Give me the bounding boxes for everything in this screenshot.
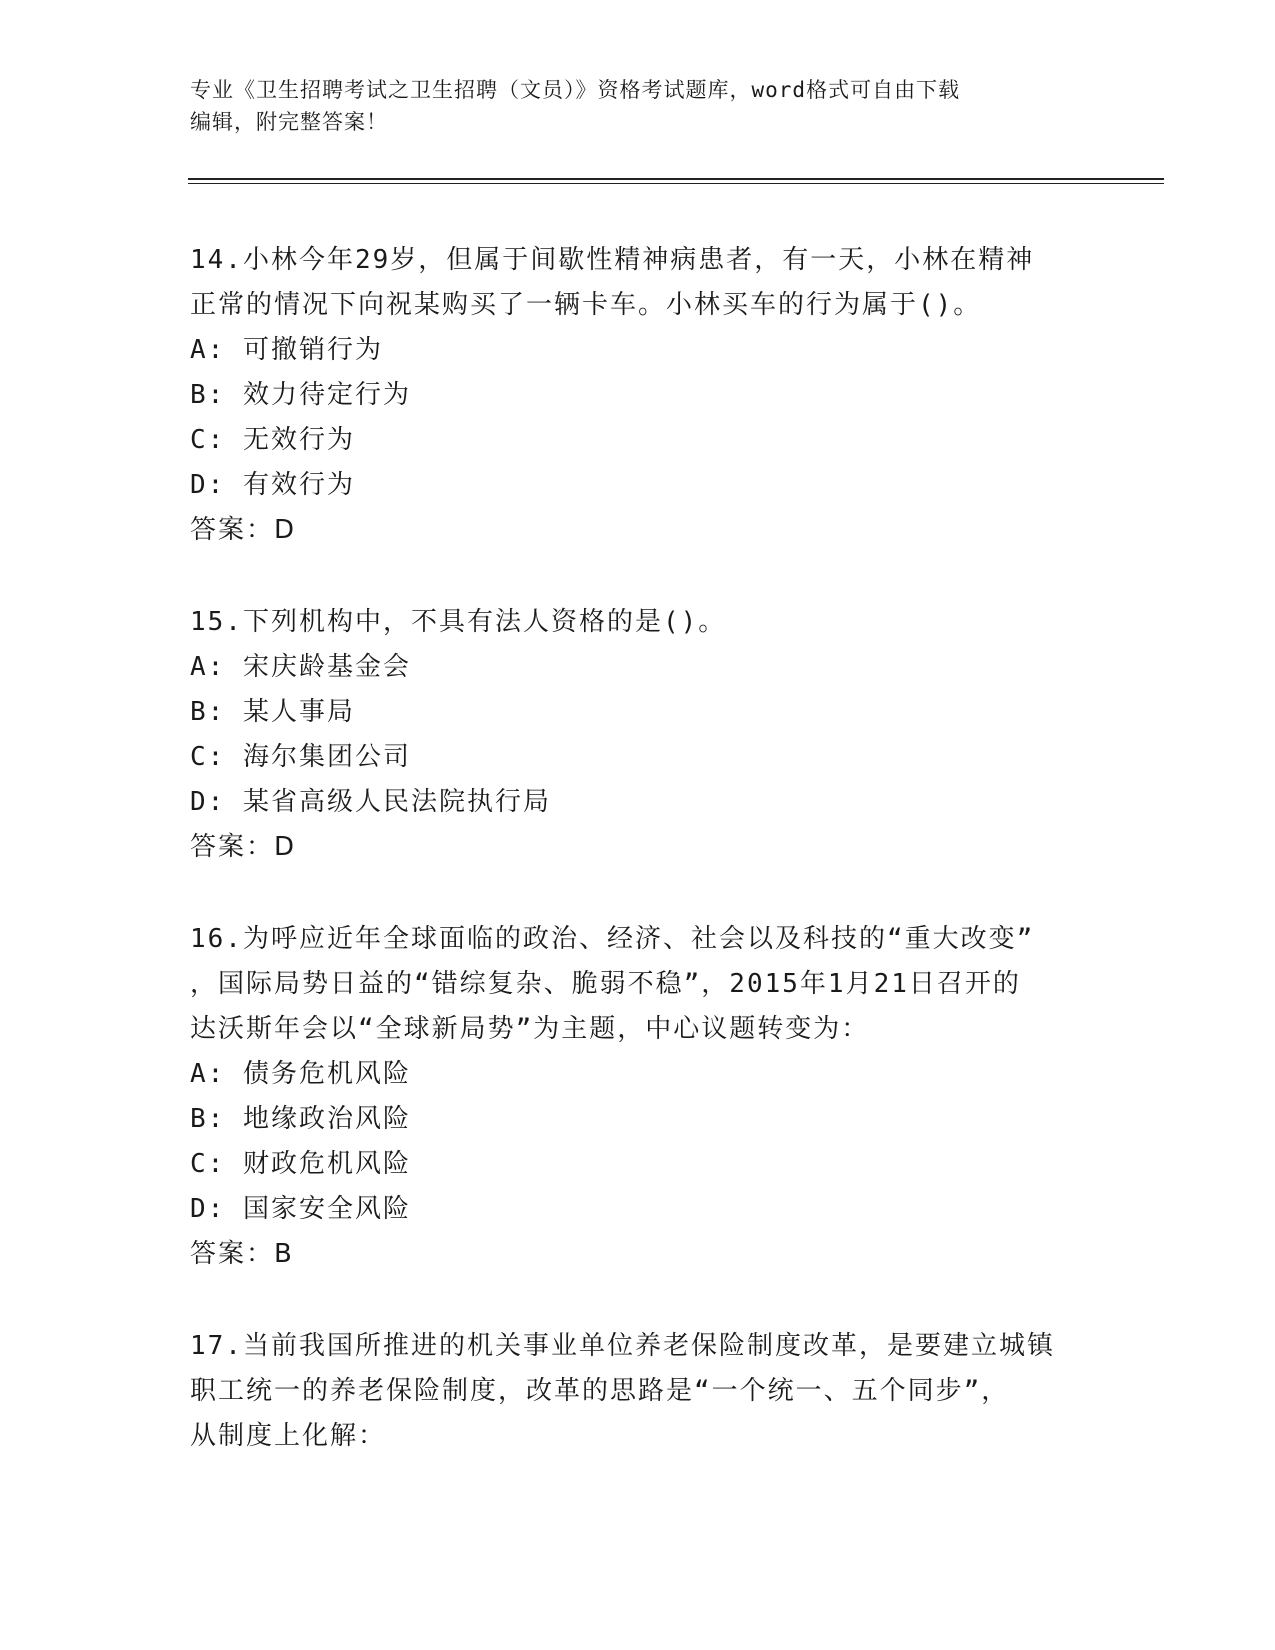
option-d: D: 某省高级人民法院执行局	[190, 787, 551, 817]
document-header	[190, 74, 1090, 138]
question-text: 正常的情况下向祝某购买了一辆卡车。小林买车的行为属于()。	[190, 290, 982, 320]
option-a: A: 债务危机风险	[190, 1059, 411, 1089]
question-text: 16.为呼应近年全球面临的政治、经济、社会以及科技的“重大改变”	[190, 924, 1035, 954]
question-15	[190, 600, 1090, 870]
option-d: D: 有效行为	[190, 470, 355, 500]
option-b: B: 某人事局	[190, 697, 355, 727]
question-text: 从制度上化解：	[190, 1421, 387, 1451]
option-b: B: 效力待定行为	[190, 380, 411, 410]
header-line: 专业《卫生招聘考试之卫生招聘（文员）》资格考试题库，word格式可自由下载	[190, 78, 961, 102]
question-text: ，国际局势日益的“错综复杂、脆弱不稳”，2015年1月21日召开的	[190, 969, 1021, 999]
question-16	[190, 917, 1090, 1277]
question-spacer	[190, 553, 1090, 600]
question-text: 17.当前我国所推进的机关事业单位养老保险制度改革，是要建立城镇	[190, 1331, 1055, 1361]
question-text: 达沃斯年会以“全球新局势”为主题，中心议题转变为：	[190, 1014, 870, 1044]
option-a: A: 宋庆龄基金会	[190, 652, 411, 682]
question-text: 15.下列机构中，不具有法人资格的是()。	[190, 607, 727, 637]
question-spacer	[190, 870, 1090, 917]
option-d: D: 国家安全风险	[190, 1194, 411, 1224]
question-spacer	[190, 1277, 1090, 1324]
answer: 答案：B	[190, 1239, 294, 1269]
option-c: C: 无效行为	[190, 425, 355, 455]
option-c: C: 海尔集团公司	[190, 742, 411, 772]
answer: 答案：D	[190, 515, 297, 545]
answer: 答案：D	[190, 832, 297, 862]
header-line: 编辑，附完整答案！	[190, 110, 388, 134]
question-list	[190, 238, 1090, 1459]
question-text: 14.小林今年29岁，但属于间歇性精神病患者，有一天，小林在精神	[190, 245, 1035, 275]
option-b: B: 地缘政治风险	[190, 1104, 411, 1134]
question-17	[190, 1324, 1090, 1459]
option-c: C: 财政危机风险	[190, 1149, 411, 1179]
header-rule-thin	[188, 183, 1164, 184]
header-rule-thick	[188, 178, 1164, 180]
question-14	[190, 238, 1090, 553]
question-text: 职工统一的养老保险制度，改革的思路是“一个统一、五个同步”，	[190, 1376, 1010, 1406]
option-a: A: 可撤销行为	[190, 335, 383, 365]
